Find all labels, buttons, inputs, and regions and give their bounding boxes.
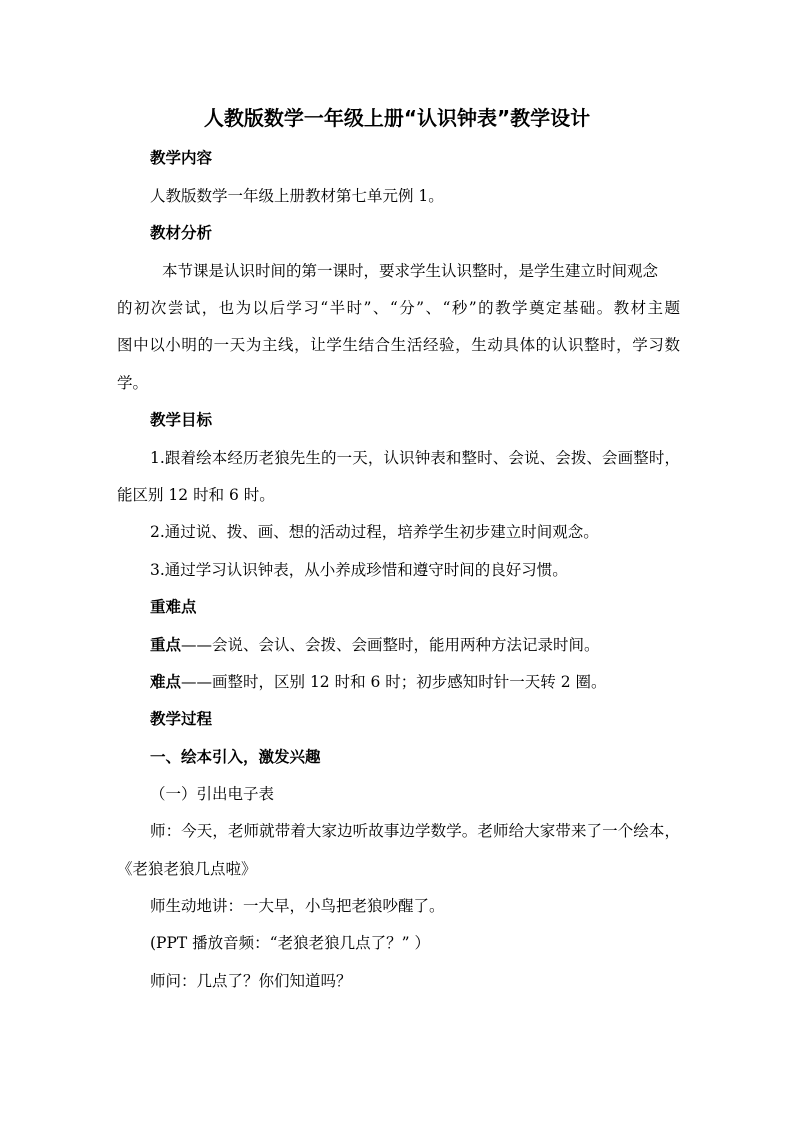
content-text: 人教版数学一年级上册教材第七单元例 1。 — [150, 187, 444, 205]
section-heading-key-points: 重难点 — [150, 598, 197, 616]
process-para-4: 师问：几点了？你们知道吗？ — [150, 972, 352, 990]
process-para-1-line-2: 《老狼老狼几点啦》 — [117, 860, 257, 878]
analysis-line-1: 本节课是认识时间的第一课时，要求学生认识整时，是学生建立时间观念 — [162, 262, 659, 280]
process-para-3: (PPT 播放音频：“老狼老狼几点了？” ） — [150, 934, 430, 952]
process-sub-1-heading: （一）引出电子表 — [150, 785, 275, 803]
process-part-1-heading: 一、绘本引入，激发兴趣 — [150, 748, 321, 766]
analysis-line-2: 的初次尝试，也为以后学习“半时”、“分”、“秒”的教学奠定基础。教材主题 — [117, 299, 680, 317]
difficult-point-label: 难点 — [150, 673, 182, 691]
key-point-label: 重点 — [150, 636, 182, 654]
section-heading-analysis: 教材分析 — [150, 224, 213, 242]
analysis-line-3: 图中以小明的一天为主线，让学生结合生活经验，生动具体的认识整时，学习数 — [117, 336, 680, 354]
section-heading-goals: 教学目标 — [150, 411, 213, 429]
section-heading-content: 教学内容 — [150, 149, 213, 167]
process-para-1-line-1: 师：今天，老师就带着大家边听故事边学数学。老师给大家带来了一个绘本， — [150, 822, 680, 840]
process-para-2: 师生动地讲：一大早，小鸟把老狼吵醒了。 — [150, 897, 445, 915]
goal-item-1-line-2: 能区别 12 时和 6 时。 — [117, 486, 275, 504]
difficult-point-text: ——画整时，区别 12 时和 6 时；初步感知时针一天转 2 圈。 — [181, 673, 607, 691]
document-title: 人教版数学一年级上册“认识钟表”教学设计 — [203, 106, 591, 130]
analysis-line-4: 学。 — [117, 374, 149, 392]
goal-item-2: 2.通过说、拨、画、想的活动过程，培养学生初步建立时间观念。 — [150, 523, 599, 541]
key-point-text: ——会说、会认、会拨、会画整时，能用两种方法记录时间。 — [181, 636, 600, 654]
goal-item-1-line-1: 1.跟着绘本经历老狼先生的一天，认识钟表和整时、会说、会拨、会画整时， — [150, 449, 680, 467]
goal-item-3: 3.通过学习认识钟表，从小养成珍惜和遵守时间的良好习惯。 — [150, 561, 568, 579]
key-point-line — [150, 634, 600, 656]
difficult-point-line — [150, 671, 607, 693]
section-heading-process: 教学过程 — [150, 710, 213, 728]
